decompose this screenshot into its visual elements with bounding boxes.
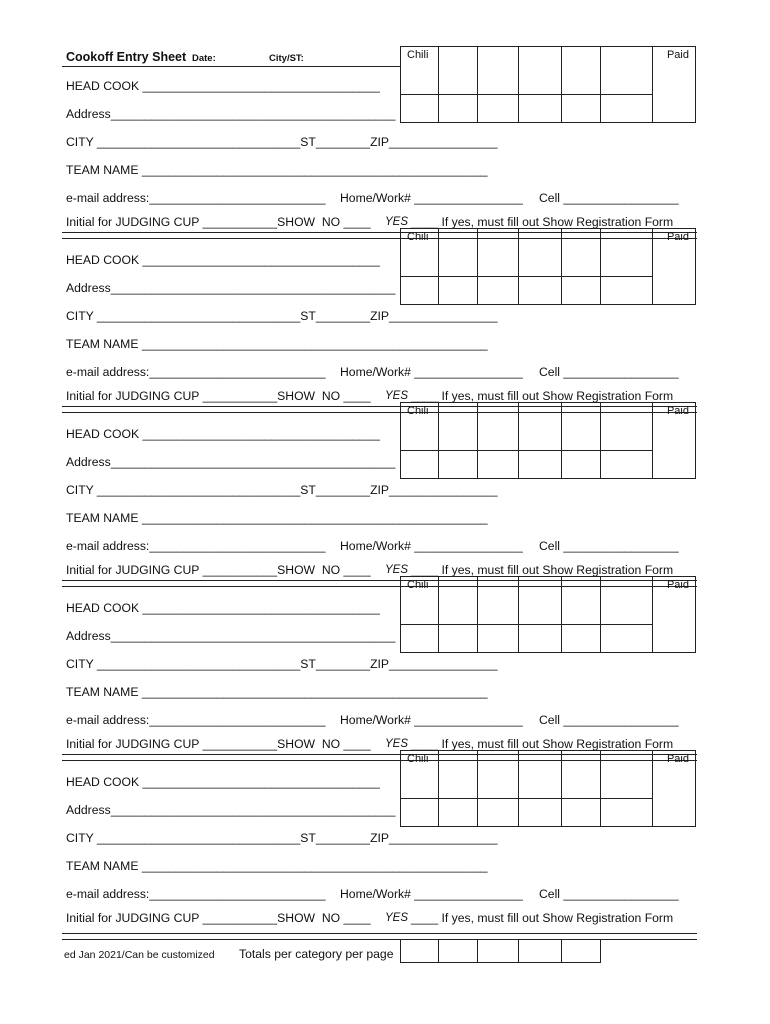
chili-cell[interactable] <box>401 229 439 277</box>
judging-cup-field[interactable]: Initial for JUDGING CUP ___________SHOW NO ____ <box>66 389 371 403</box>
paid-cell[interactable] <box>653 577 696 653</box>
category-cell[interactable] <box>601 577 653 625</box>
home-work-phone-field[interactable]: Home/Work# ________________ <box>340 191 523 205</box>
cell-phone-field[interactable]: Cell _________________ <box>539 713 679 727</box>
category-cell[interactable] <box>519 451 562 479</box>
judging-cup-field[interactable]: Initial for JUDGING CUP ___________SHOW NO ____ <box>66 911 371 925</box>
category-cell[interactable] <box>601 625 653 653</box>
category-cell[interactable] <box>601 229 653 277</box>
chili-cell[interactable] <box>401 577 439 625</box>
home-work-phone-field[interactable]: Home/Work# ________________ <box>340 539 523 553</box>
totals-cell[interactable] <box>439 940 478 963</box>
show-yes-label: YES <box>385 912 409 924</box>
show-yes-label: YES <box>385 390 409 402</box>
category-cell[interactable] <box>439 751 478 799</box>
category-cell[interactable] <box>478 229 519 277</box>
category-cell[interactable] <box>439 577 478 625</box>
city-st-zip-field[interactable]: CITY ______________________________ST________ZIP________________ <box>66 309 498 323</box>
paid-label: Paid <box>666 49 689 61</box>
email-field[interactable]: e-mail address:__________________________ <box>66 191 326 205</box>
show-yes-label: YES <box>385 216 409 228</box>
judging-cup-field[interactable]: Initial for JUDGING CUP ___________SHOW NO ____ <box>66 563 371 577</box>
address-field[interactable]: Address__________________________________________ <box>66 281 396 295</box>
address-field[interactable]: Address__________________________________________ <box>66 629 396 643</box>
team-name-field[interactable]: TEAM NAME ___________________________________________________ <box>66 163 488 177</box>
category-cell[interactable] <box>439 229 478 277</box>
category-cell[interactable] <box>478 95 519 123</box>
city-st-zip-field[interactable]: CITY ______________________________ST________ZIP________________ <box>66 483 498 497</box>
category-grid <box>400 228 696 305</box>
category-cell[interactable] <box>439 95 478 123</box>
city-st-zip-field[interactable]: CITY ______________________________ST________ZIP________________ <box>66 657 498 671</box>
chili-label: Chili <box>407 231 429 243</box>
show-registration-note[interactable]: ____ If yes, must fill out Show Registration Form <box>411 911 674 925</box>
category-cell[interactable] <box>519 277 562 305</box>
category-cell[interactable] <box>562 95 601 123</box>
category-cell[interactable] <box>519 403 562 451</box>
paid-label: Paid <box>666 753 689 765</box>
category-cell[interactable] <box>401 277 439 305</box>
category-cell[interactable] <box>562 751 601 799</box>
paid-cell[interactable] <box>653 47 696 123</box>
paid-cell[interactable] <box>653 751 696 827</box>
category-cell[interactable] <box>562 799 601 827</box>
revision-note: ed Jan 2021/Can be customized <box>64 949 215 961</box>
totals-cell[interactable] <box>478 940 519 963</box>
category-cell[interactable] <box>478 403 519 451</box>
footer-separator <box>62 933 697 940</box>
email-field[interactable]: e-mail address:__________________________ <box>66 713 326 727</box>
category-cell[interactable] <box>601 95 653 123</box>
email-field[interactable]: e-mail address:__________________________ <box>66 365 326 379</box>
team-name-field[interactable]: TEAM NAME ___________________________________________________ <box>66 859 488 873</box>
team-name-field[interactable]: TEAM NAME ___________________________________________________ <box>66 337 488 351</box>
category-cell[interactable] <box>401 625 439 653</box>
address-field[interactable]: Address__________________________________________ <box>66 803 396 817</box>
head-cook-field[interactable]: HEAD COOK ___________________________________ <box>66 601 380 615</box>
chili-label: Chili <box>407 49 429 61</box>
category-cell[interactable] <box>478 451 519 479</box>
cell-phone-field[interactable]: Cell _________________ <box>539 191 679 205</box>
city-st-zip-field[interactable]: CITY ______________________________ST________ZIP________________ <box>66 831 498 845</box>
chili-cell[interactable] <box>401 403 439 451</box>
category-cell[interactable] <box>562 577 601 625</box>
category-cell[interactable] <box>562 47 601 95</box>
category-cell[interactable] <box>519 625 562 653</box>
category-cell[interactable] <box>478 625 519 653</box>
category-cell[interactable] <box>401 799 439 827</box>
chili-label: Chili <box>407 405 429 417</box>
show-registration-note[interactable]: ____ If yes, must fill out Show Registration Form <box>411 737 674 751</box>
totals-cell[interactable] <box>401 940 439 963</box>
city-st-label: City/ST: <box>269 53 304 64</box>
category-cell[interactable] <box>439 625 478 653</box>
category-cell[interactable] <box>401 451 439 479</box>
address-field[interactable]: Address__________________________________________ <box>66 107 396 121</box>
category-cell[interactable] <box>519 751 562 799</box>
category-cell[interactable] <box>562 229 601 277</box>
category-grid <box>400 750 696 827</box>
category-cell[interactable] <box>478 577 519 625</box>
address-field[interactable]: Address__________________________________________ <box>66 455 396 469</box>
category-cell[interactable] <box>601 47 653 95</box>
home-work-phone-field[interactable]: Home/Work# ________________ <box>340 713 523 727</box>
category-cell[interactable] <box>478 799 519 827</box>
show-registration-note[interactable]: ____ If yes, must fill out Show Registration Form <box>411 389 674 403</box>
team-name-field[interactable]: TEAM NAME ___________________________________________________ <box>66 511 488 525</box>
category-cell[interactable] <box>439 47 478 95</box>
category-cell[interactable] <box>562 277 601 305</box>
home-work-phone-field[interactable]: Home/Work# ________________ <box>340 365 523 379</box>
paid-label: Paid <box>666 405 689 417</box>
category-cell[interactable] <box>439 403 478 451</box>
show-registration-note[interactable]: ____ If yes, must fill out Show Registration Form <box>411 563 674 577</box>
cell-phone-field[interactable]: Cell _________________ <box>539 365 679 379</box>
chili-label: Chili <box>407 753 429 765</box>
category-cell[interactable] <box>601 451 653 479</box>
category-cell[interactable] <box>519 799 562 827</box>
chili-cell[interactable] <box>401 751 439 799</box>
head-cook-field[interactable]: HEAD COOK ___________________________________ <box>66 775 380 789</box>
head-cook-field[interactable]: HEAD COOK ___________________________________ <box>66 79 380 93</box>
category-cell[interactable] <box>519 47 562 95</box>
sheet-title: Cookoff Entry Sheet <box>66 50 187 64</box>
judging-cup-field[interactable]: Initial for JUDGING CUP ___________SHOW NO ____ <box>66 737 371 751</box>
paid-cell[interactable] <box>653 403 696 479</box>
category-cell[interactable] <box>562 625 601 653</box>
totals-label: Totals per category per page <box>239 947 394 961</box>
paid-cell[interactable] <box>653 229 696 305</box>
category-cell[interactable] <box>439 451 478 479</box>
cell-phone-field[interactable]: Cell _________________ <box>539 887 679 901</box>
paid-label: Paid <box>666 579 689 591</box>
category-grid <box>400 46 696 123</box>
category-cell[interactable] <box>601 751 653 799</box>
category-cell[interactable] <box>439 277 478 305</box>
category-cell[interactable] <box>478 277 519 305</box>
category-cell[interactable] <box>519 577 562 625</box>
category-grid <box>400 402 696 479</box>
header-rule <box>62 66 400 67</box>
cell-phone-field[interactable]: Cell _________________ <box>539 539 679 553</box>
category-cell[interactable] <box>439 799 478 827</box>
show-registration-note[interactable]: ____ If yes, must fill out Show Registration Form <box>411 215 674 229</box>
category-cell[interactable] <box>601 403 653 451</box>
chili-cell[interactable] <box>401 47 439 95</box>
category-cell[interactable] <box>601 277 653 305</box>
date-label: Date: <box>192 53 216 64</box>
category-cell[interactable] <box>478 751 519 799</box>
city-st-zip-field[interactable]: CITY ______________________________ST________ZIP________________ <box>66 135 498 149</box>
show-yes-label: YES <box>385 738 409 750</box>
judging-cup-field[interactable]: Initial for JUDGING CUP ___________SHOW NO ____ <box>66 215 371 229</box>
category-cell[interactable] <box>401 95 439 123</box>
chili-label: Chili <box>407 579 429 591</box>
email-field[interactable]: e-mail address:__________________________ <box>66 539 326 553</box>
category-cell[interactable] <box>478 47 519 95</box>
totals-cell[interactable] <box>562 940 601 963</box>
head-cook-field[interactable]: HEAD COOK ___________________________________ <box>66 253 380 267</box>
paid-label: Paid <box>666 231 689 243</box>
show-yes-label: YES <box>385 564 409 576</box>
category-cell[interactable] <box>562 451 601 479</box>
totals-grid <box>400 939 601 963</box>
team-name-field[interactable]: TEAM NAME ___________________________________________________ <box>66 685 488 699</box>
category-cell[interactable] <box>519 229 562 277</box>
category-grid <box>400 576 696 653</box>
email-field[interactable]: e-mail address:__________________________ <box>66 887 326 901</box>
category-cell[interactable] <box>562 403 601 451</box>
head-cook-field[interactable]: HEAD COOK ___________________________________ <box>66 427 380 441</box>
home-work-phone-field[interactable]: Home/Work# ________________ <box>340 887 523 901</box>
totals-cell[interactable] <box>519 940 562 963</box>
category-cell[interactable] <box>601 799 653 827</box>
category-cell[interactable] <box>519 95 562 123</box>
